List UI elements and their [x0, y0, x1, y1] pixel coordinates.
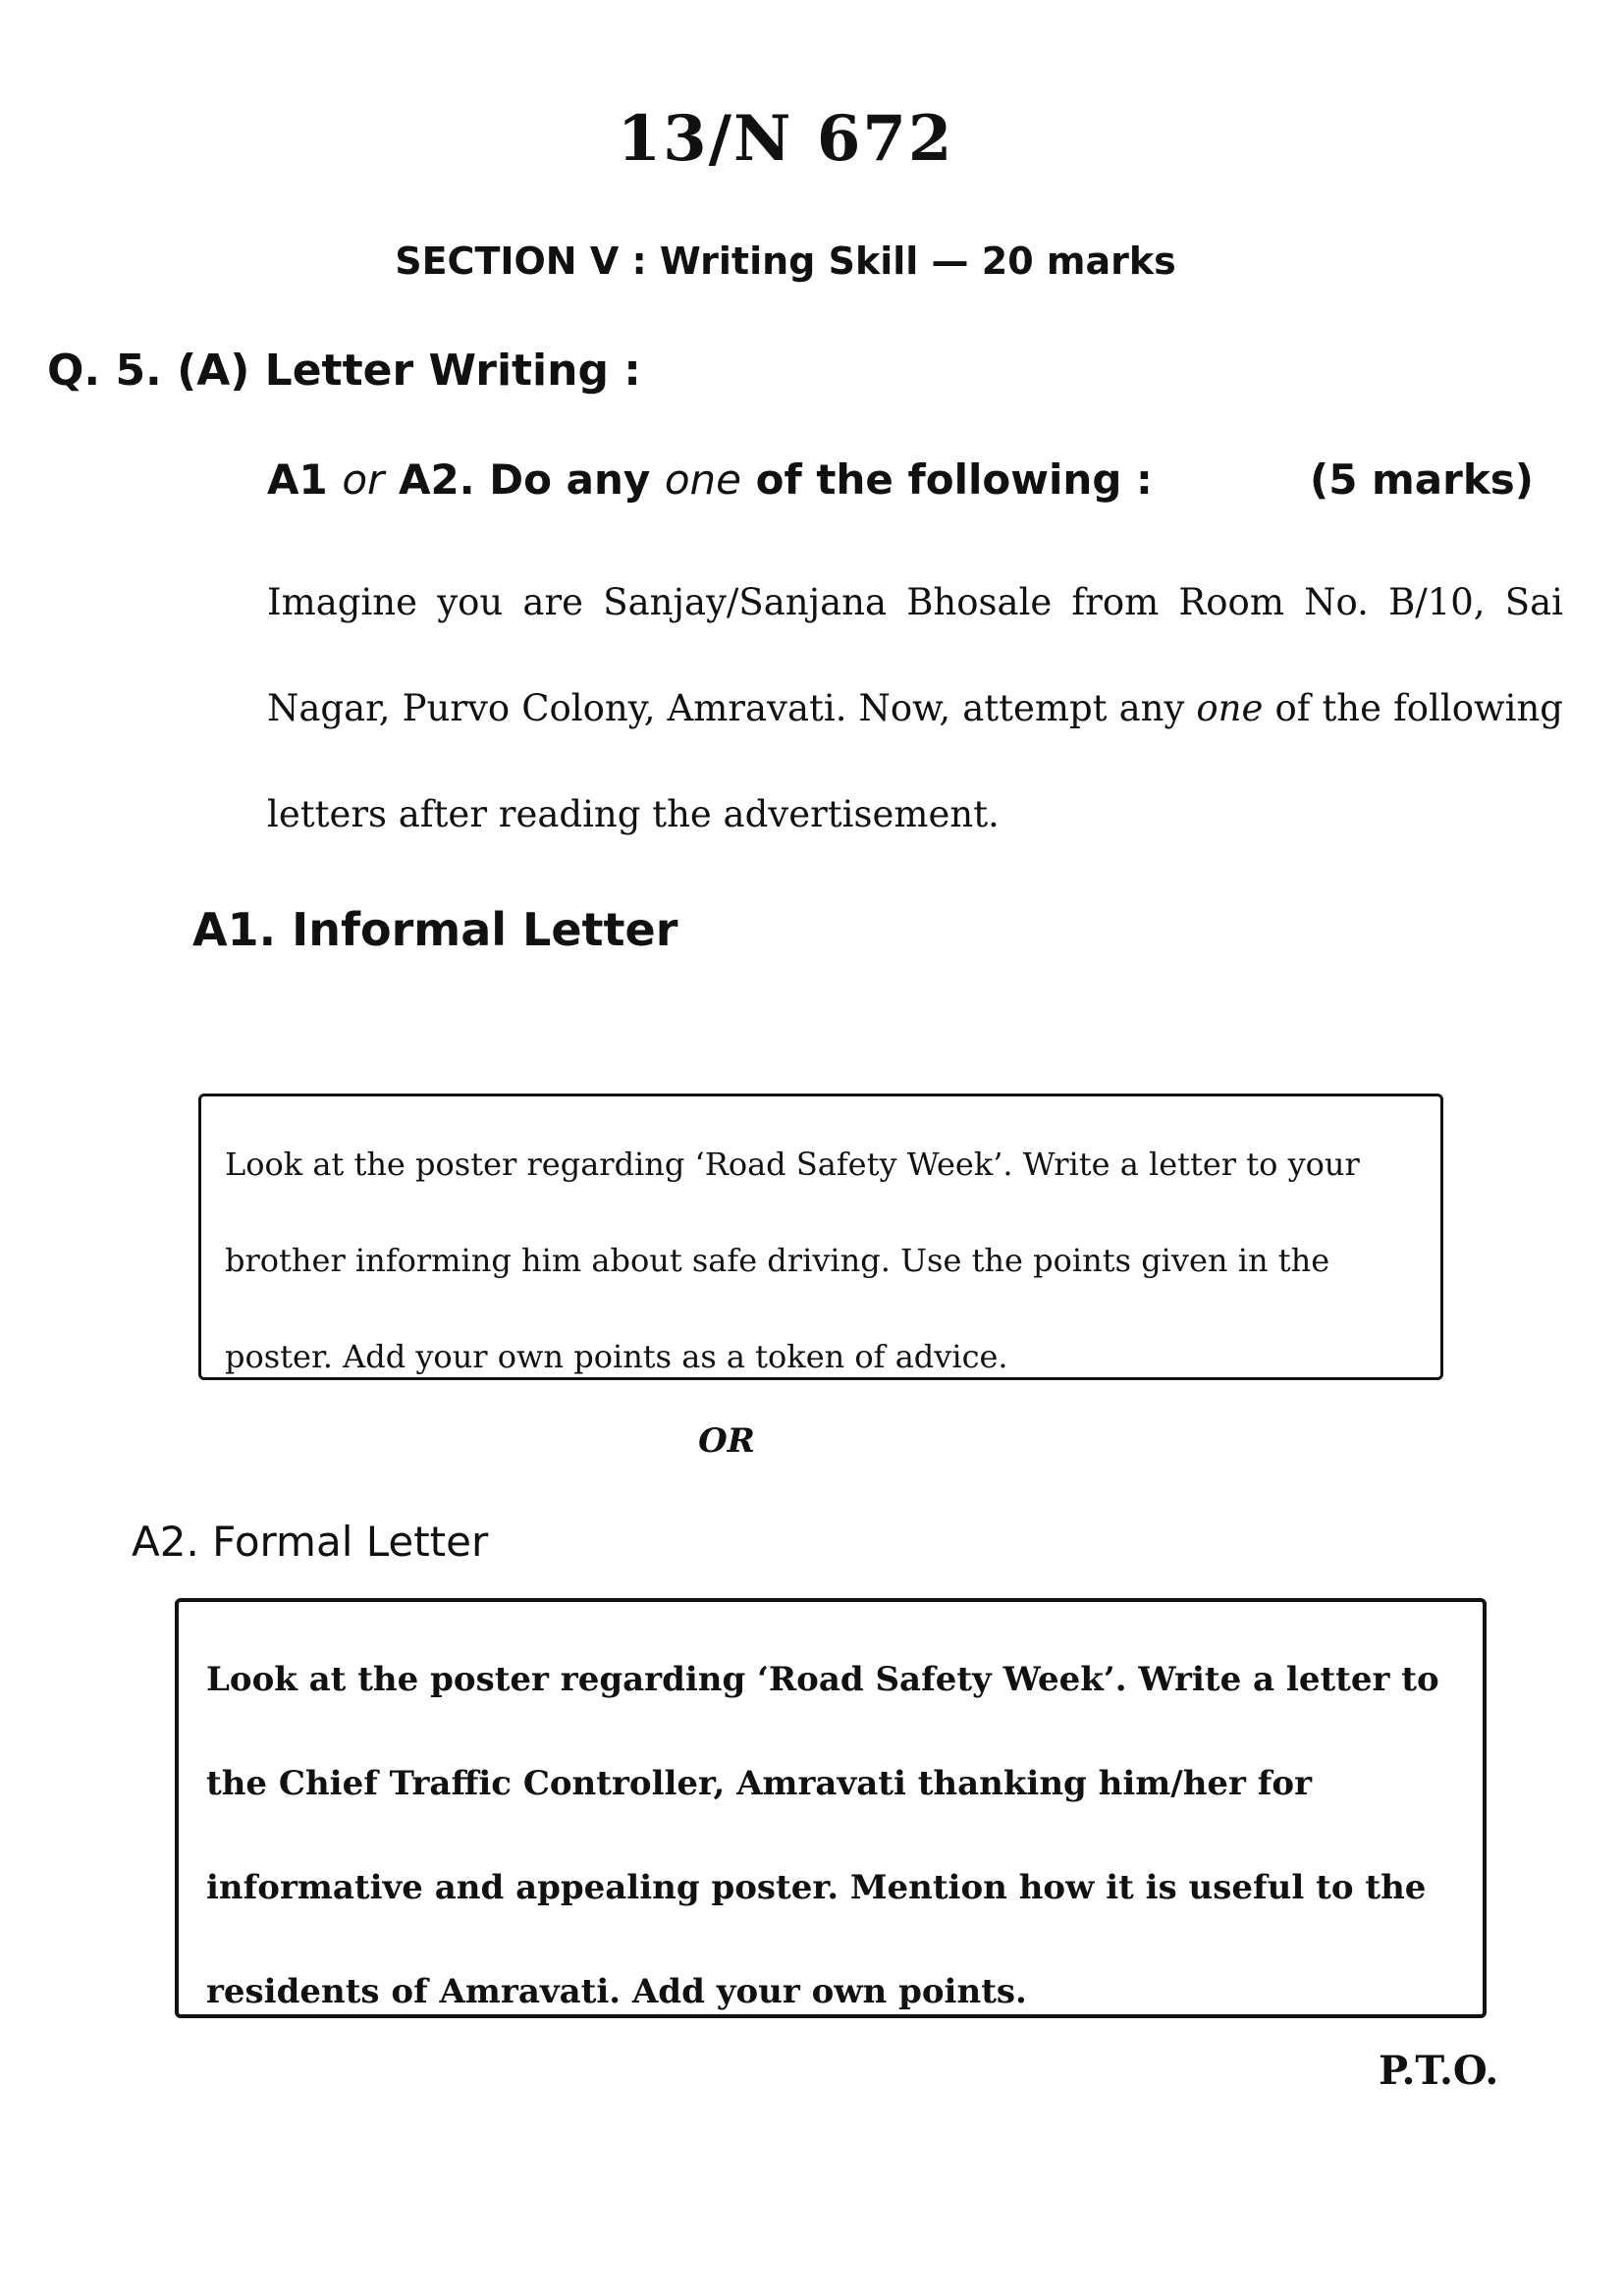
question-instruction	[267, 455, 1534, 504]
a2-task-box	[175, 1598, 1487, 2018]
a1-task-box	[198, 1094, 1443, 1380]
pto-label: P.T.O.	[1379, 2048, 1499, 2094]
a2-task-text: Look at the poster regarding ‘Road Safety Week’. Write a letter to the Chief Traffic Controller, Amravati thanking him/her for informative and appealing poster. Mention how it is useful to the residents of Amravati. Add your own points.	[206, 1660, 1439, 2011]
intro-emphasis: one	[1196, 687, 1264, 729]
paper-code: 13/N 672	[617, 102, 954, 176]
instruction-or: or	[342, 455, 385, 504]
marks-label: (5 marks)	[1310, 455, 1534, 504]
a1-heading: A1. Informal Letter	[192, 903, 678, 956]
intro-paragraph	[267, 550, 1563, 868]
a1-task-text: Look at the poster regarding ‘Road Safety Week’. Write a letter to your brother informing him about safe driving. Use the points given in the poster. Add your own points as a token of advice.	[225, 1146, 1360, 1375]
instruction-one: one	[664, 455, 741, 504]
a2-heading: A2. Formal Letter	[132, 1518, 489, 1566]
instruction-suffix: of the following :	[741, 455, 1153, 504]
instruction-mid: A2. Do any	[384, 455, 665, 504]
section-heading: SECTION V : Writing Skill — 20 marks	[395, 240, 1176, 283]
question-heading: Q. 5. (A) Letter Writing :	[47, 346, 641, 396]
or-separator: OR	[698, 1421, 755, 1461]
intro-before: Imagine you are Sanjay/Sanjana Bhosale from Room No. B/10, Sai Nagar, Purvo Colony, Amravati. Now, attempt any	[267, 581, 1563, 729]
intro-after: of the following letters after reading the advertisement.	[267, 687, 1563, 835]
instruction-prefix: A1	[267, 455, 343, 504]
